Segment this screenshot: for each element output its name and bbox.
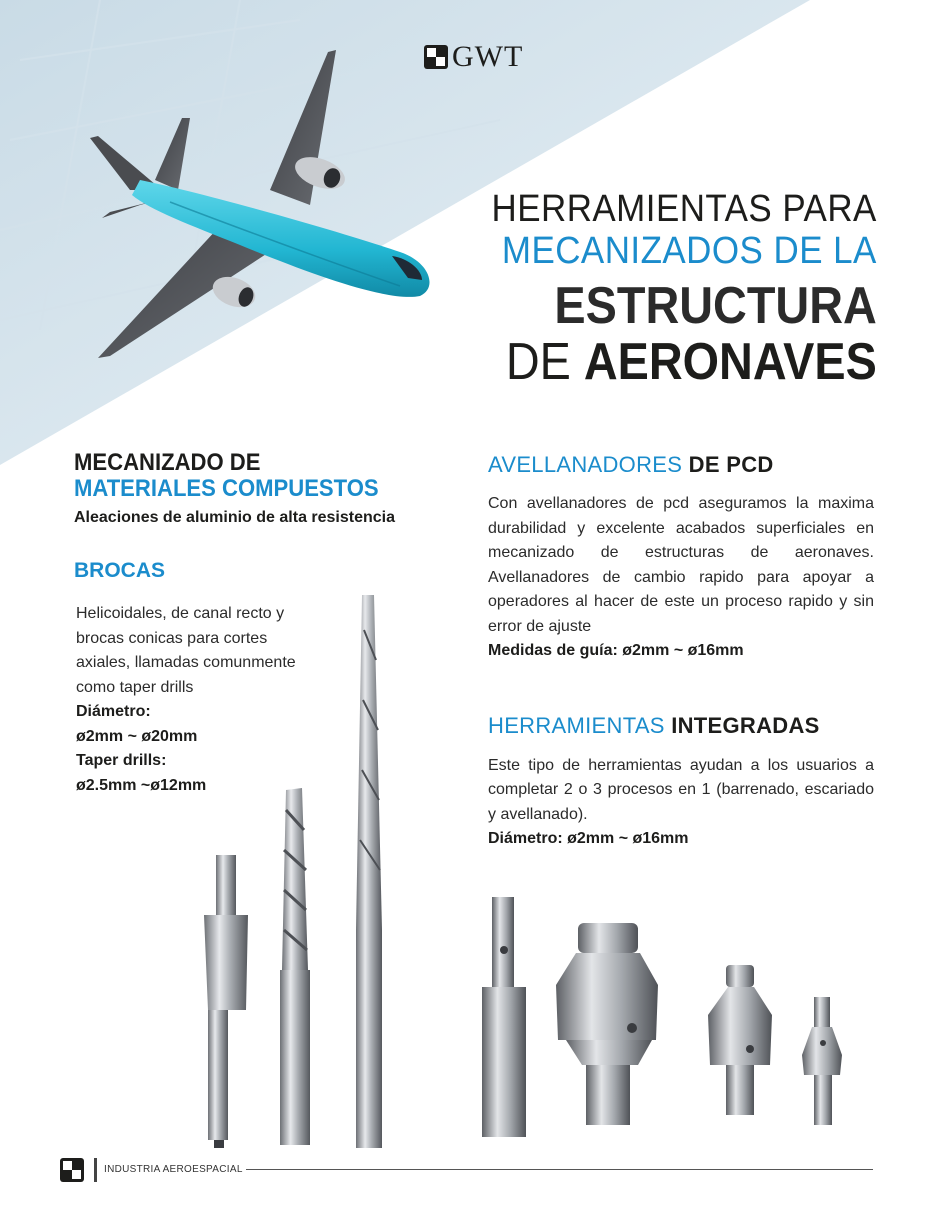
title-line-2: MECANIZADOS DE LA [502, 230, 877, 272]
integrated-tool-4-icon [802, 997, 842, 1125]
integradas-heading-blue: HERRAMIENTAS [488, 713, 672, 739]
integradas-spec: Diámetro: ø2mm ~ ø16mm [488, 830, 689, 848]
avellanadores-text: Con avellanadores de pcd aseguramos la maxima durabilidad y excelente acabados superficiales en mecanizado de estructuras de aeronaves. Avellanadores de cambio rapido para apoyar a operadores al hacer de este un proceso rapido y sin error de ajuste [488, 495, 874, 635]
countersinks-image [466, 865, 876, 1145]
footer-label: INDUSTRIA AEROESPACIAL [104, 1164, 243, 1175]
brocas-description-text: Helicoidales, de canal recto y brocas conicas para cortes axiales, llamadas comunmente como taper drills [76, 605, 296, 696]
brocas-diameter-label: Diámetro: [76, 703, 151, 720]
step-drill-icon [204, 855, 248, 1148]
title-line-4-bold: AERONAVES [584, 333, 877, 391]
drills-image [180, 590, 420, 1160]
brocas-diameter-value: ø2mm ~ ø20mm [76, 727, 198, 745]
brocas-taper-value: ø2.5mm ~ø12mm [76, 776, 207, 794]
integradas-text: Este tipo de herramientas ayudan a los usuarios a completar 2 o 3 procesos en 1 (barrenado, escariado y avellanado). [488, 756, 874, 823]
avellanadores-heading [488, 452, 874, 478]
materials-heading-2: MATERIALES COMPUESTOS [74, 475, 379, 503]
avellanadores-heading-blue: AVELLANADORES [488, 452, 689, 477]
integradas-heading [488, 713, 874, 739]
materials-section [74, 450, 454, 583]
twist-drill-icon [280, 788, 310, 1145]
title-line-4-thin: DE [505, 333, 585, 391]
footer-rule [246, 1169, 873, 1170]
taper-drill-icon [356, 595, 382, 1148]
integradas-block [488, 713, 874, 851]
integrated-tool-2-icon [556, 923, 658, 1125]
brocas-taper-label: Taper drills: [76, 752, 167, 769]
title-line-4 [500, 333, 877, 391]
brocas-heading: BROCAS [74, 558, 166, 582]
main-title [458, 188, 877, 391]
title-line-1: HERRAMIENTAS PARA [491, 188, 877, 230]
tools-section [488, 452, 874, 851]
footer-logo-icon [60, 1158, 84, 1182]
brand-name: GWT [452, 40, 524, 73]
footer [60, 1158, 873, 1184]
avellanadores-spec: Medidas de guía: ø2mm ~ ø16mm [488, 642, 744, 660]
integradas-heading-dark: INTEGRADAS [671, 713, 820, 739]
airplane-illustration [70, 40, 450, 370]
integrated-tool-1-icon [482, 897, 526, 1137]
materials-subheading: Aleaciones de aluminio de alta resistencia [74, 508, 396, 526]
integrated-tool-3-icon [708, 965, 772, 1115]
avellanadores-heading-dark: DE PCD [688, 452, 774, 477]
title-line-3: ESTRUCTURA [554, 277, 877, 335]
footer-divider [94, 1158, 97, 1182]
materials-heading-1: MECANIZADO DE [74, 449, 261, 476]
